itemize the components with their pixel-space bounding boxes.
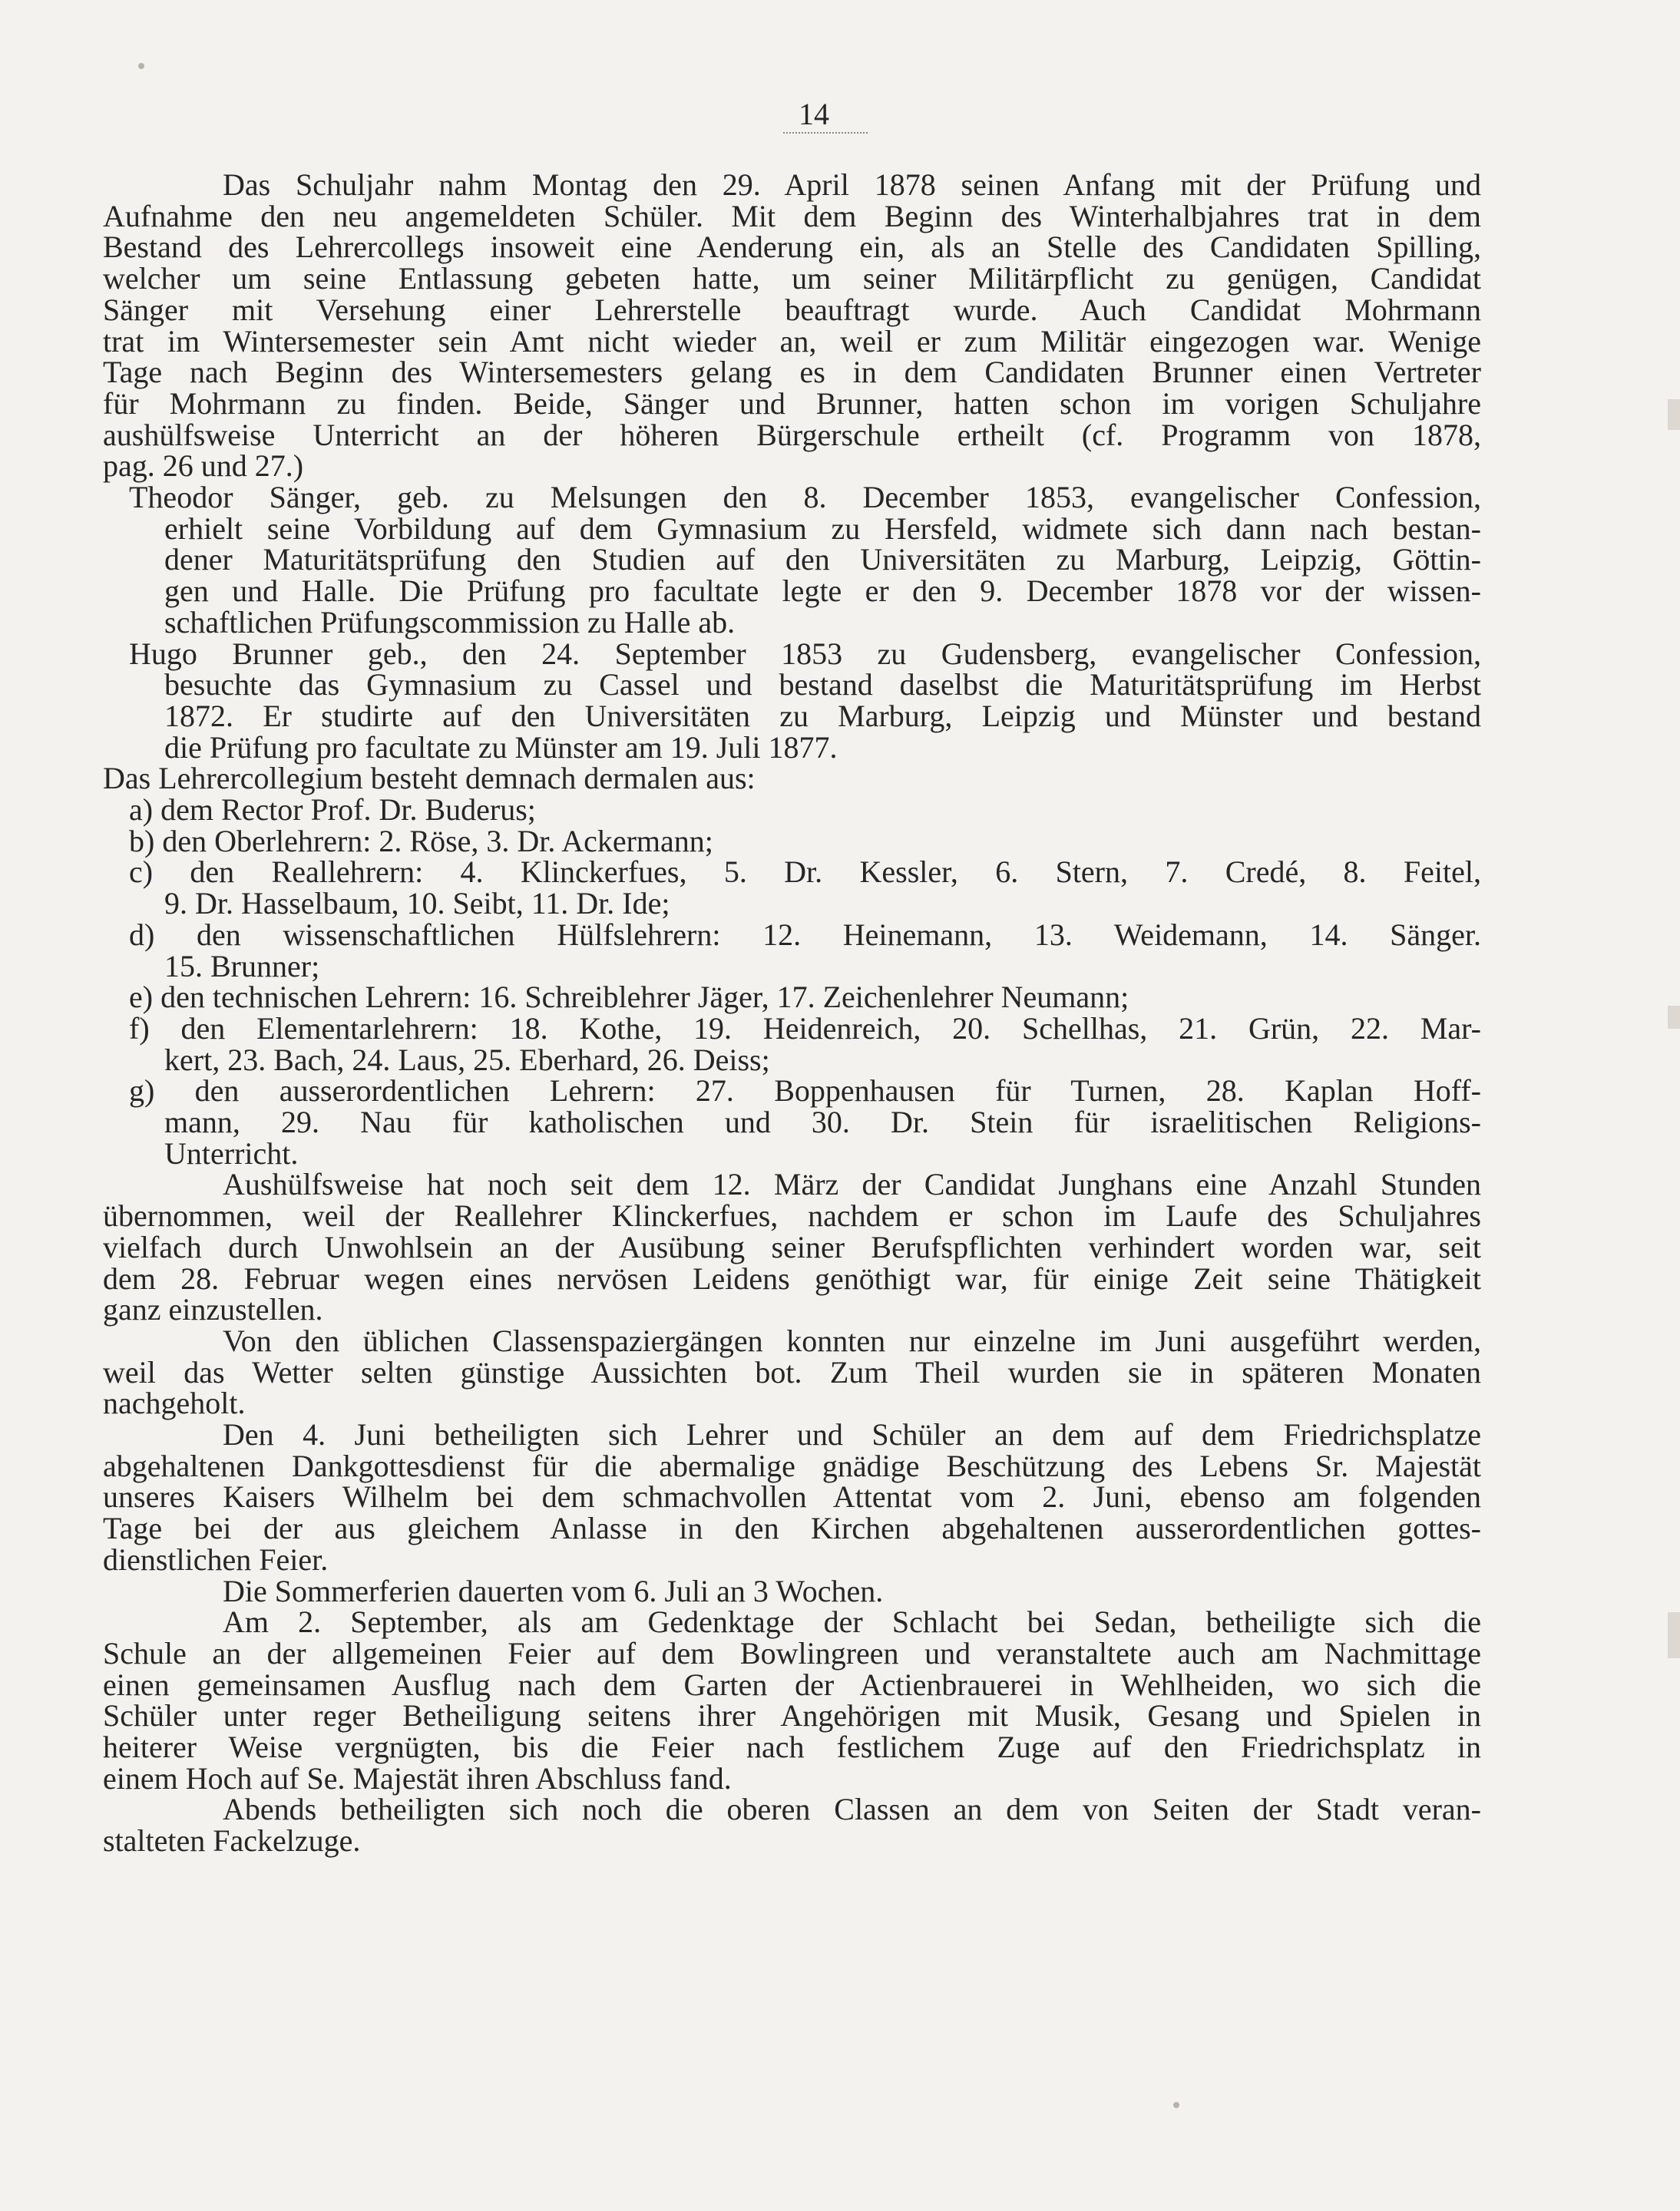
paper-speck: [138, 63, 144, 69]
text-line: mann, 29. Nau für katholischen und 30. Dr. Stein für israelitischen Religions-: [164, 1105, 1481, 1139]
text-line: dener Maturitätsprüfung den Studien auf den Universitäten zu Marburg, Leipzig, Göttin-: [164, 542, 1481, 577]
text-line: d) den wissenschaftlichen Hülfslehrern: 12. Heinemann, 13. Weidemann, 14. Sänger.: [129, 917, 1481, 952]
text-line: vielfach durch Unwohlsein an der Ausübung seiner Berufspflichten verhindert worden war, seit: [103, 1230, 1481, 1264]
text-line: a) dem Rector Prof. Dr. Buderus;: [129, 792, 536, 827]
text-line: einen gemeinsamen Ausflug nach dem Garten der Actienbrauerei in Wehlheiden, wo sich die: [103, 1667, 1481, 1702]
text-line: einem Hoch auf Se. Majestät ihren Abschluss fand.: [103, 1761, 732, 1796]
text-line: aushülfsweise Unterricht an der höheren Bürgerschule ertheilt (cf. Programm von 1878,: [103, 418, 1481, 452]
text-line: für Mohrmann zu finden. Beide, Sänger und Brunner, hatten schon im vorigen Schuljahre: [103, 386, 1481, 421]
text-line: welcher um seine Entlassung gebeten hatte, um seiner Militärpflicht zu genügen, Candidat: [103, 261, 1481, 296]
text-line: weil das Wetter selten günstige Aussichten bot. Zum Theil wurden sie in späteren Monaten: [103, 1355, 1481, 1390]
text-line: kert, 23. Bach, 24. Laus, 25. Eberhard, 26. Deiss;: [164, 1043, 770, 1077]
text-line: pag. 26 und 27.): [103, 448, 304, 483]
text-line: trat im Wintersemester sein Amt nicht wieder an, weil er zum Militär eingezogen war. Wenige: [103, 324, 1481, 359]
text-line: Tage nach Beginn des Wintersemesters gelang es in dem Candidaten Brunner einen Vertreter: [103, 355, 1481, 389]
paper-speck: [1173, 2102, 1179, 2108]
text-line: Theodor Sänger, geb. zu Melsungen den 8. December 1853, evangelischer Confession,: [129, 480, 1481, 514]
text-line: Bestand des Lehrercollegs insoweit eine Aenderung ein, als an Stelle des Candidaten Spilling,: [103, 230, 1481, 264]
page-number-rule: [783, 132, 868, 134]
text-line: erhielt seine Vorbildung auf dem Gymnasium zu Hersfeld, widmete sich dann nach bestan-: [164, 511, 1481, 546]
text-line: 9. Dr. Hasselbaum, 10. Seibt, 11. Dr. Ide;: [164, 886, 670, 920]
text-line: heiterer Weise vergnügten, bis die Feier nach festlichem Zuge auf den Friedrichsplatz in: [103, 1730, 1481, 1764]
text-line: 1872. Er studirte auf den Universitäten zu Marburg, Leipzig und Münster und bestand: [164, 699, 1481, 733]
text-line: stalteten Fackelzuge.: [103, 1823, 361, 1858]
text-line: Das Schuljahr nahm Montag den 29. April 1878 seinen Anfang mit der Prüfung und: [223, 167, 1481, 202]
text-line: Das Lehrercollegium besteht demnach dermalen aus:: [103, 761, 756, 795]
text-line: Schule an der allgemeinen Feier auf dem Bowlingreen und veranstaltete auch am Nachmittage: [103, 1636, 1481, 1671]
text-line: Hugo Brunner geb., den 24. September 1853 zu Gudensberg, evangelischer Confession,: [129, 636, 1481, 671]
text-line: Aufnahme den neu angemeldeten Schüler. Mit dem Beginn des Winterhalbjahres trat in dem: [103, 199, 1481, 233]
text-line: Am 2. September, als am Gedenktage der Schlacht bei Sedan, betheiligte sich die: [223, 1605, 1481, 1639]
text-line: Schüler unter reger Betheiligung seitens ihrer Angehörigen mit Musik, Gesang und Spielen in: [103, 1698, 1481, 1733]
text-line: schaftlichen Prüfungscommission zu Halle ab.: [164, 605, 736, 640]
text-line: Von den üblichen Classenspaziergängen konnten nur einzelne im Juni ausgeführt werden,: [223, 1324, 1481, 1358]
text-line: c) den Reallehrern: 4. Klinckerfues, 5. Dr. Kessler, 6. Stern, 7. Credé, 8. Feitel,: [129, 854, 1481, 889]
text-line: die Prüfung pro facultate zu Münster am 19. Juli 1877.: [164, 730, 838, 765]
text-line: abgehaltenen Dankgottesdienst für die abermalige gnädige Beschützung des Lebens Sr. Majestät: [103, 1449, 1481, 1483]
text-line: Sänger mit Versehung einer Lehrerstelle beauftragt wurde. Auch Candidat Mohrmann: [103, 292, 1481, 327]
text-line: nachgeholt.: [103, 1386, 246, 1420]
text-line: Tage bei der aus gleichem Anlasse in den Kirchen abgehaltenen ausserordentlichen gottes-: [103, 1511, 1481, 1545]
text-line: dienstlichen Feier.: [103, 1542, 329, 1577]
text-line: g) den ausserordentlichen Lehrern: 27. Boppenhausen für Turnen, 28. Kaplan Hoff-: [129, 1073, 1481, 1108]
text-line: Abends betheiligten sich noch die oberen Classen an dem von Seiten der Stadt veran-: [223, 1792, 1481, 1826]
text-line: e) den technischen Lehrern: 16. Schreiblehrer Jäger, 17. Zeichenlehrer Neumann;: [129, 980, 1129, 1014]
text-line: Unterricht.: [164, 1136, 299, 1171]
text-line: gen und Halle. Die Prüfung pro facultate legte er den 9. December 1878 vor der wissen-: [164, 573, 1481, 608]
text-line: 15. Brunner;: [164, 949, 320, 983]
text-line: übernommen, weil der Reallehrer Klinckerfues, nachdem er schon im Laufe des Schuljahres: [103, 1198, 1481, 1233]
page-number: 14: [799, 97, 829, 131]
text-line: besuchte das Gymnasium zu Cassel und bestand daselbst die Maturitätsprüfung im Herbst: [164, 667, 1481, 702]
text-line: Aushülfsweise hat noch seit dem 12. März der Candidat Junghans eine Anzahl Stunden: [223, 1167, 1481, 1201]
text-line: dem 28. Februar wegen eines nervösen Leidens genöthigt war, für einige Zeit seine Thätigkeit: [103, 1261, 1481, 1296]
page-edge-mark: [1668, 1006, 1680, 1029]
text-line: unseres Kaisers Wilhelm bei dem schmachvollen Attentat vom 2. Juni, ebenso am folgenden: [103, 1479, 1481, 1514]
text-line: b) den Oberlehrern: 2. Röse, 3. Dr. Ackermann;: [129, 824, 713, 858]
text-line: Den 4. Juni betheiligten sich Lehrer und Schüler an dem auf dem Friedrichsplatze: [223, 1417, 1481, 1452]
page-edge-mark: [1668, 1612, 1680, 1658]
text-line: ganz einzustellen.: [103, 1292, 323, 1327]
text-line: Die Sommerferien dauerten vom 6. Juli an 3 Wochen.: [223, 1574, 884, 1608]
page-edge-mark: [1668, 399, 1680, 430]
text-line: f) den Elementarlehrern: 18. Kothe, 19. Heidenreich, 20. Schellhas, 21. Grün, 22. Mar-: [129, 1011, 1481, 1046]
